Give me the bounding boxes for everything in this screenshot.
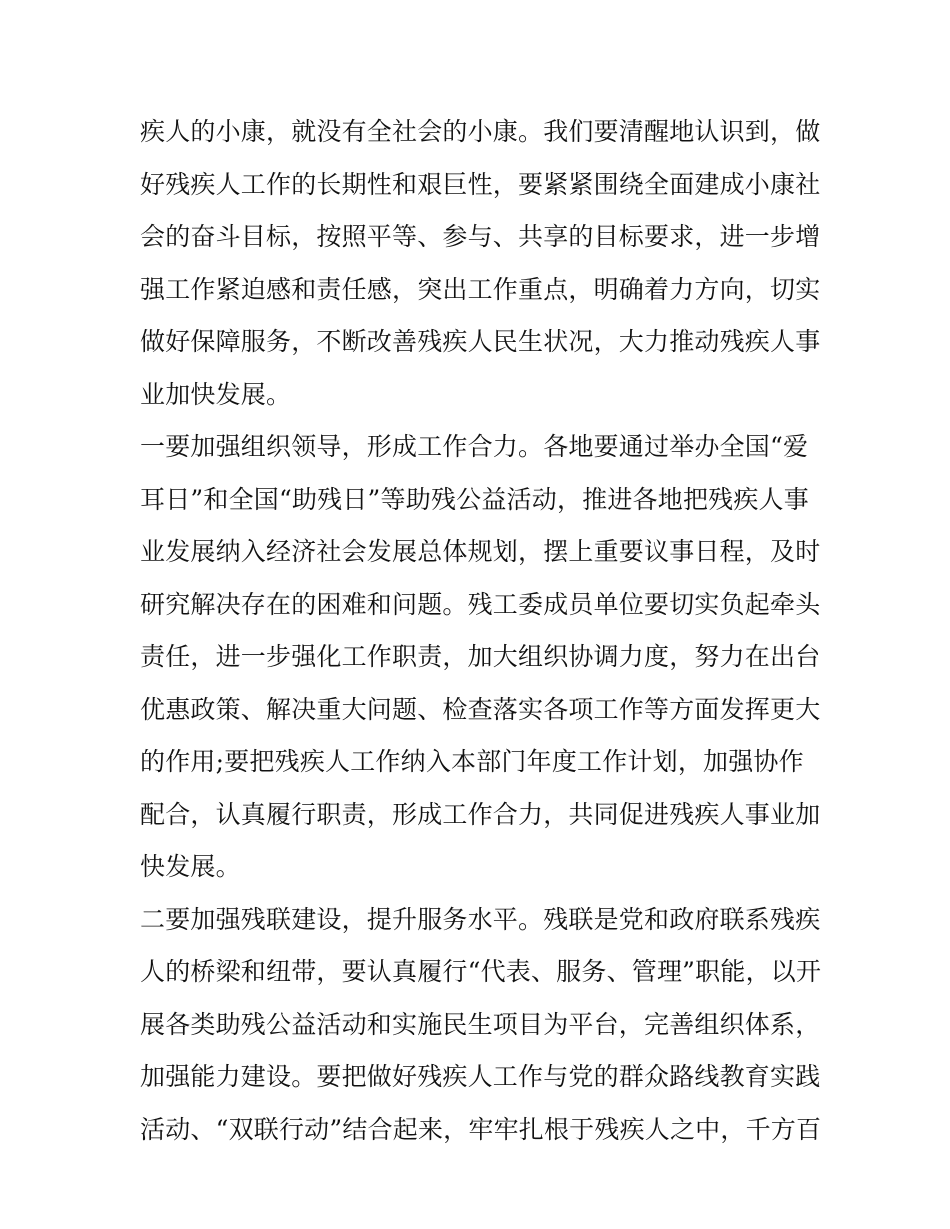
text-line: 会的奋斗目标，按照平等、参与、共享的目标要求，进一步增 <box>140 222 821 251</box>
text-line: 责任，进一步强化工作职责，加大组织协调力度，努力在出台 <box>140 642 821 671</box>
text-line: 业加快发展。 <box>140 379 292 409</box>
text-line: 业发展纳入经济社会发展总体规划，摆上重要议事日程，及时 <box>140 537 821 566</box>
text-line: 优惠政策、解决重大问题、检查落实各项工作等方面发挥更大 <box>140 694 821 724</box>
text-line: 疾人的小康，就没有全社会的小康。我们要清醒地认识到，做 <box>140 117 821 146</box>
text-line: 加强能力建设。要把做好残疾人工作与党的群众路线教育实践 <box>140 1062 821 1091</box>
text-line: 的作用;要把残疾人工作纳入本部门年度工作计划，加强协作 <box>140 747 804 776</box>
text-line: 做好保障服务，不断改善残疾人民生状况，大力推动残疾人事 <box>140 327 821 356</box>
text-line: 耳日”和全国“助残日”等助残公益活动，推进各地把残疾人事 <box>140 484 809 514</box>
text-line: 展各类助残公益活动和实施民生项目为平台，完善组织体系， <box>140 1009 821 1039</box>
text-line: 配合，认真履行职责，形成工作合力，共同促进残疾人事业加 <box>140 799 821 829</box>
text-line: 好残疾人工作的长期性和艰巨性，要紧紧围绕全面建成小康社 <box>140 169 821 199</box>
text-line: 活动、“双联行动”结合起来，牢牢扎根于残疾人之中，千方百 <box>140 1114 822 1144</box>
text-line: 研究解决存在的困难和问题。残工委成员单位要切实负起牵头 <box>140 589 821 619</box>
text-line: 人的桥梁和纽带，要认真履行“代表、服务、管理”职能，以开 <box>140 957 822 986</box>
text-line: 二要加强残联建设，提升服务水平。残联是党和政府联系残疾 <box>140 904 821 934</box>
body-text <box>140 106 820 1156</box>
text-line: 强工作紧迫感和责任感，突出工作重点，明确着力方向，切实 <box>140 274 821 304</box>
text-line: 一要加强组织领导，形成工作合力。各地要通过举办全国“爱 <box>140 432 809 461</box>
text-line: 快发展。 <box>140 852 241 881</box>
